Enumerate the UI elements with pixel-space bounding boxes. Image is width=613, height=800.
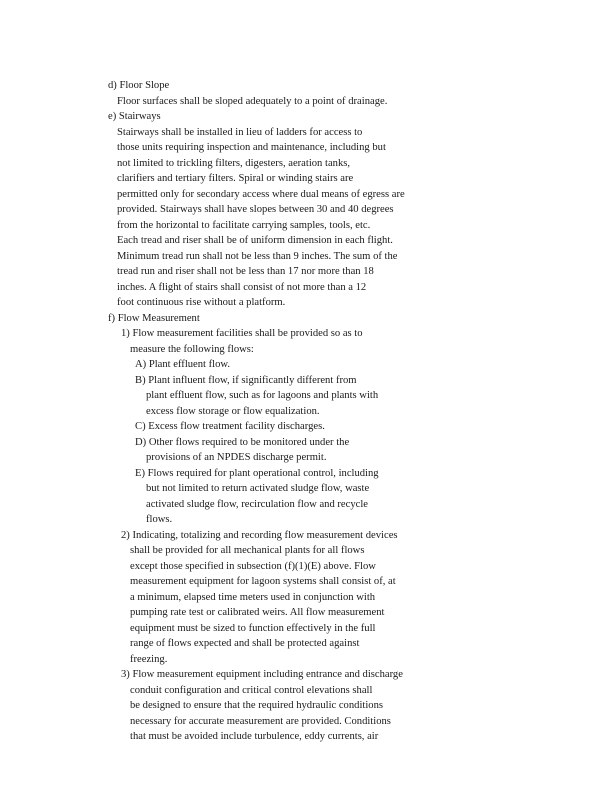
sub-item-d: D) Other flows required to be monitored under the	[135, 437, 350, 448]
text-line: inches. A flight of stairs shall consist of not more than a 12	[117, 282, 367, 293]
text-line: those units requiring inspection and maintenance, including but	[117, 142, 386, 153]
text-line: freezing.	[130, 654, 168, 665]
text-line: measure the following flows:	[130, 344, 254, 355]
text-line: excess flow storage or flow equalization.	[146, 406, 320, 417]
text-line: shall be provided for all mechanical plants for all flows	[130, 545, 365, 556]
text-line: Stairways shall be installed in lieu of ladders for access to	[117, 127, 363, 138]
text-line: foot continuous rise without a platform.	[117, 297, 286, 308]
list-item-1: 1) Flow measurement facilities shall be provided so as to	[121, 328, 363, 339]
text-line: range of flows expected and shall be protected against	[130, 638, 360, 649]
text-line: tread run and riser shall not be less than 17 nor more than 18	[117, 266, 374, 277]
text-line: not limited to trickling filters, digesters, aeration tanks,	[117, 158, 351, 169]
list-item-2: 2) Indicating, totalizing and recording flow measurement devices	[121, 530, 398, 541]
text-line: provisions of an NPDES discharge permit.	[146, 452, 327, 463]
text-line: a minimum, elapsed time meters used in conjunction with	[130, 592, 376, 603]
text-line: pumping rate test or calibrated weirs. All flow measurement	[130, 607, 385, 618]
text-line: equipment must be sized to function effectively in the full	[130, 623, 376, 634]
heading-floor-slope: d) Floor Slope	[108, 80, 170, 91]
sub-item-a: A) Plant effluent flow.	[135, 359, 231, 370]
text-line: measurement equipment for lagoon systems shall consist of, at	[130, 576, 396, 587]
text-line: that must be avoided include turbulence, eddy currents, air	[130, 731, 379, 742]
text-line: be designed to ensure that the required hydraulic conditions	[130, 700, 383, 711]
sub-item-e: E) Flows required for plant operational control, including	[135, 468, 379, 479]
sub-item-b: B) Plant influent flow, if significantly different from	[135, 375, 357, 386]
text-line: clarifiers and tertiary filters. Spiral or winding stairs are	[117, 173, 354, 184]
text-line: Floor surfaces shall be sloped adequately to a point of drainage.	[117, 96, 388, 107]
sub-item-c: C) Excess flow treatment facility discharges.	[135, 421, 325, 432]
heading-flow-measurement: f) Flow Measurement	[108, 313, 200, 324]
text-line: activated sludge flow, recirculation flow and recycle	[146, 499, 368, 510]
text-line: except those specified in subsection (f)(1)(E) above. Flow	[130, 561, 376, 572]
text-line: permitted only for secondary access where dual means of egress are	[117, 189, 405, 200]
text-line: provided. Stairways shall have slopes between 30 and 40 degrees	[117, 204, 394, 215]
text-line: Minimum tread run shall not be less than 9 inches. The sum of the	[117, 251, 398, 262]
text-line: Each tread and riser shall be of uniform dimension in each flight.	[117, 235, 393, 246]
heading-stairways: e) Stairways	[108, 111, 161, 122]
text-line: conduit configuration and critical control elevations shall	[130, 685, 373, 696]
text-line: necessary for accurate measurement are provided. Conditions	[130, 716, 391, 727]
text-line: but not limited to return activated sludge flow, waste	[146, 483, 370, 494]
text-line: plant effluent flow, such as for lagoons and plants with	[146, 390, 379, 401]
text-line: from the horizontal to facilitate carrying samples, tools, etc.	[117, 220, 371, 231]
list-item-3: 3) Flow measurement equipment including entrance and discharge	[121, 669, 403, 680]
text-line: flows.	[146, 514, 173, 525]
